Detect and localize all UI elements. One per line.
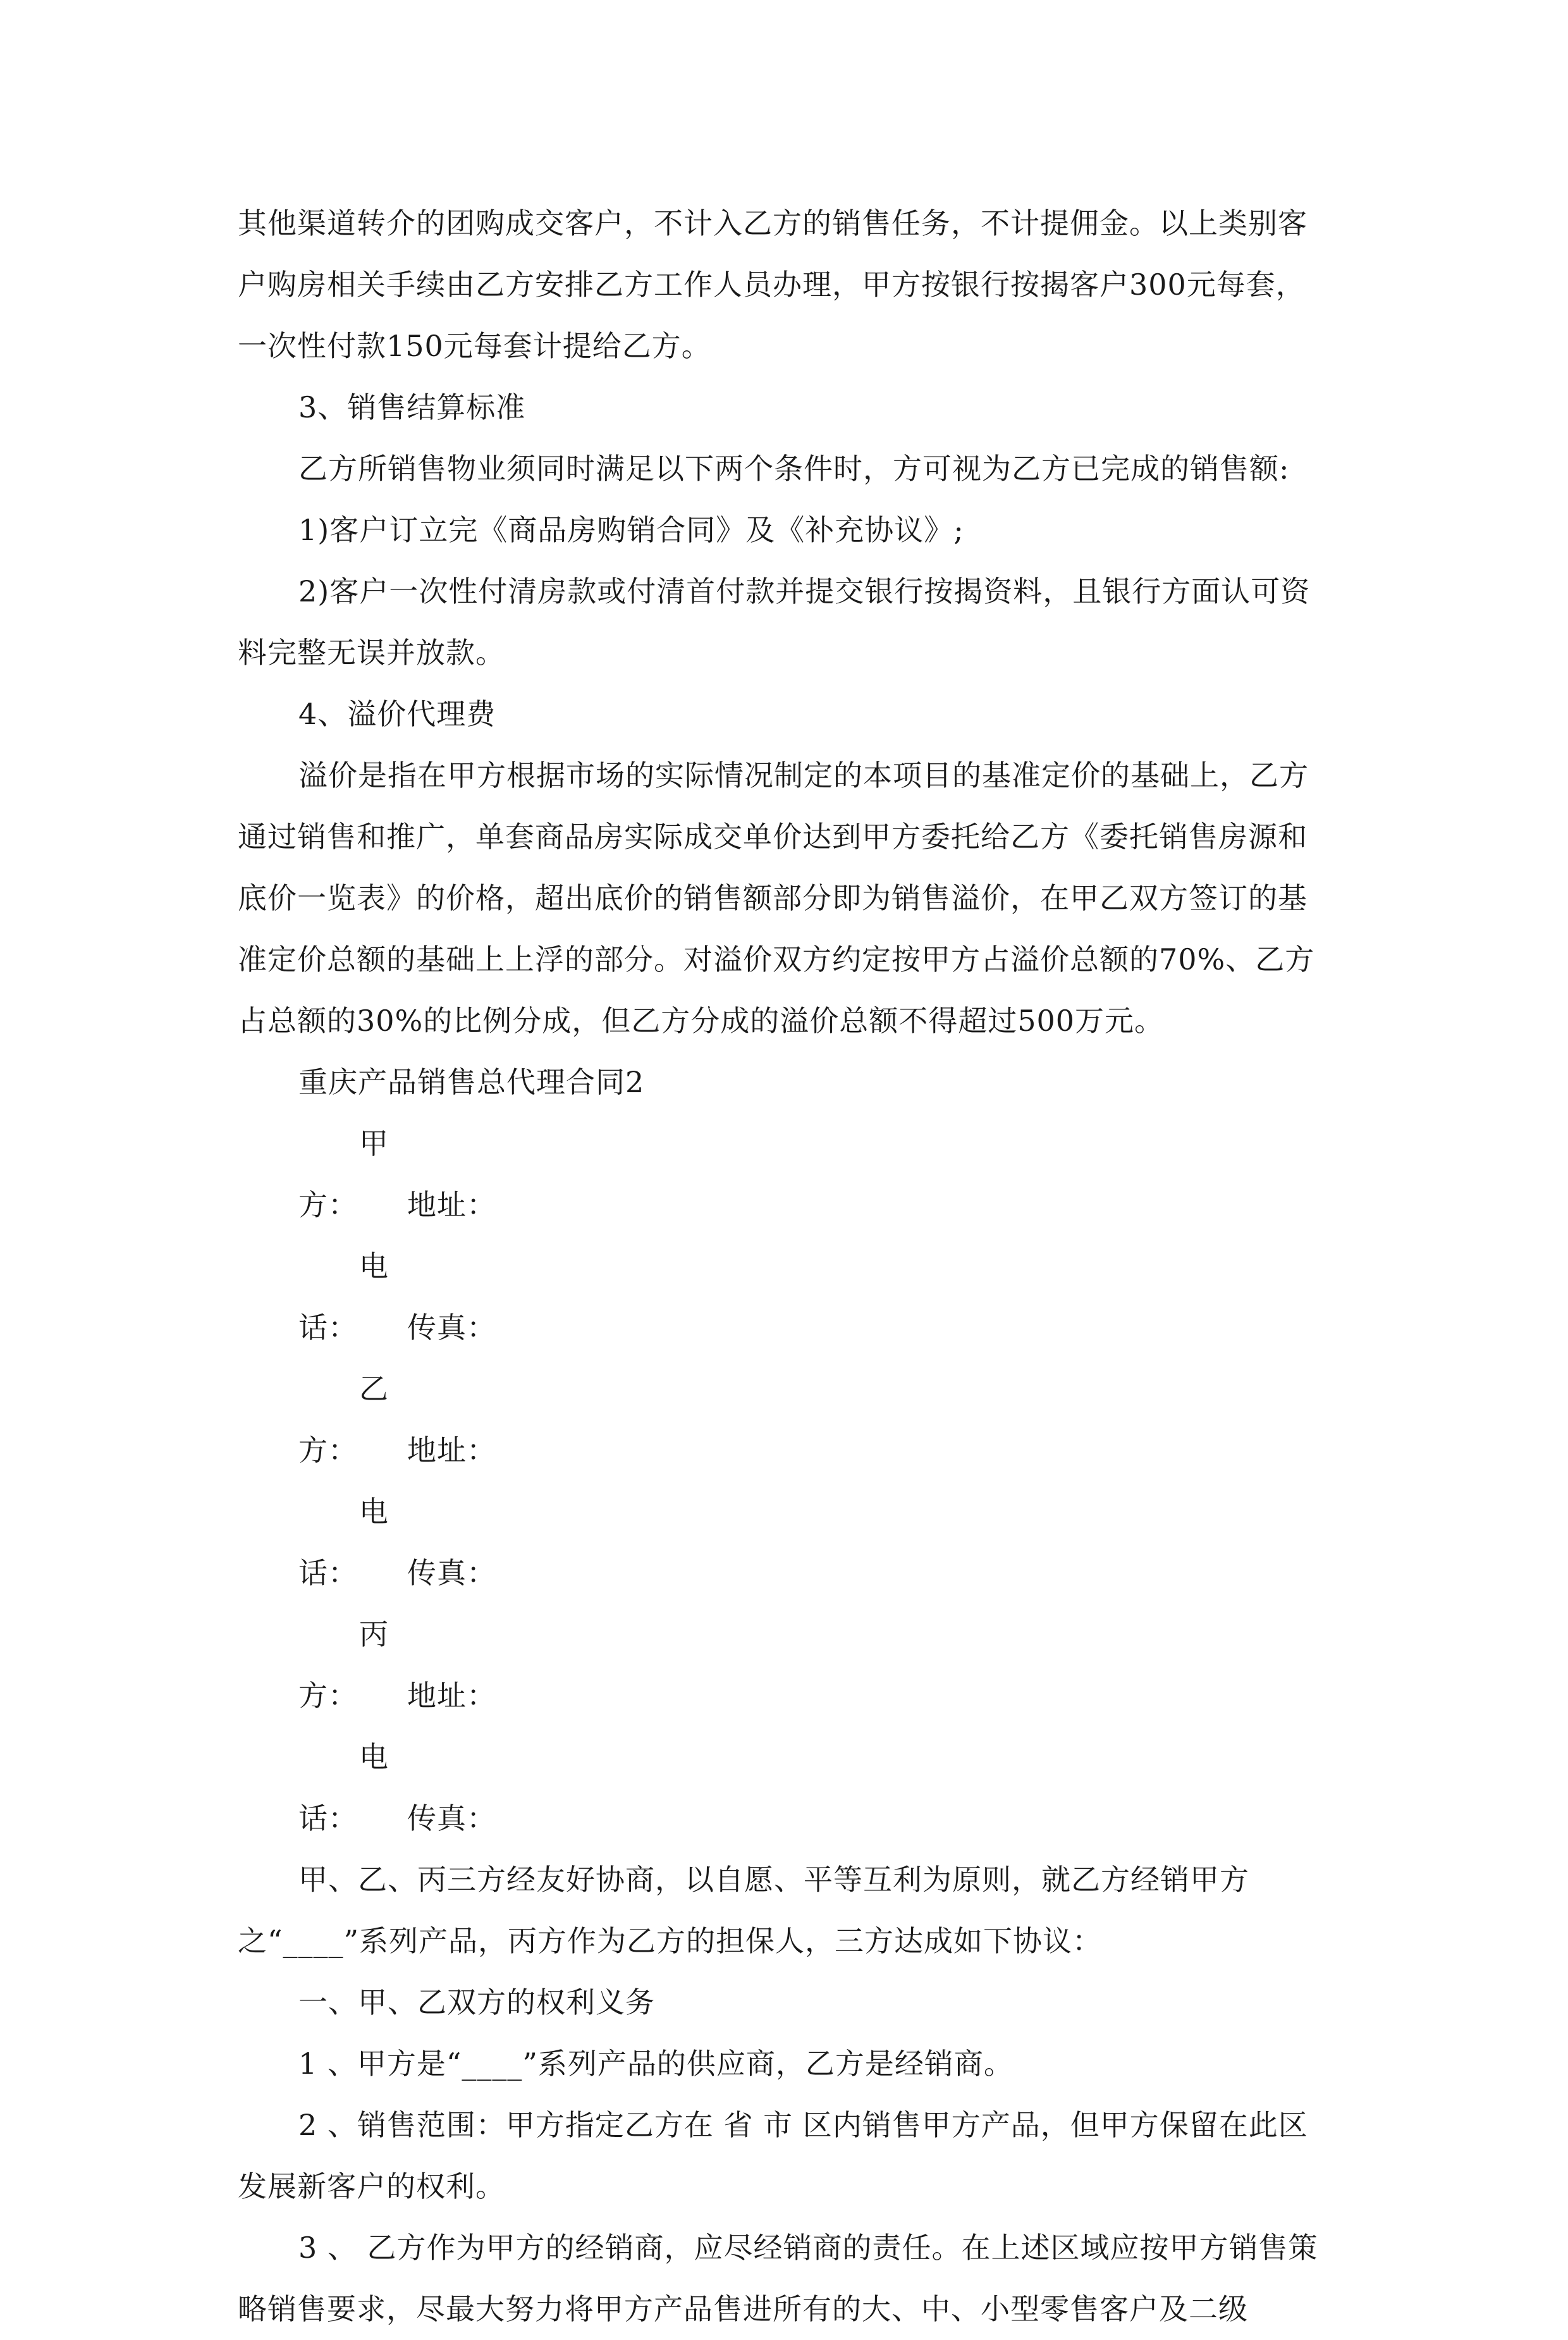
party-field: 地址：: [407, 1188, 496, 1222]
party-line: [238, 1358, 1330, 1481]
party-field: 传真：: [407, 1801, 496, 1835]
party-field: 传真：: [407, 1310, 496, 1345]
document-body: [238, 193, 1330, 2340]
paragraph-group-purchase: 其他渠道转介的团购成交客户，不计入乙方的销售任务，不计提佣金。以上类别客户购房相关手续由乙方安排乙方工作人员办理，甲方按银行按揭客户300元每套，一次性付款150元每套计提给乙方。: [238, 206, 1308, 363]
party-label: 丙方：: [298, 1617, 389, 1713]
party-label: 乙方：: [298, 1372, 389, 1467]
condition-item-2: 2)客户一次性付清房款或付清首付款并提交银行按揭资料，且银行方面认可资料完整无误并放款。: [238, 574, 1311, 670]
heading-settlement-standard: 3、销售结算标准: [298, 390, 526, 424]
paragraph-premium-definition: 溢价是指在甲方根据市场的实际情况制定的本项目的基准定价的基础上，乙方通过销售和推广，单套商品房实际成交单价达到甲方委托给乙方《委托销售房源和底价一览表》的价格，超出底价的销售额部分即为销售溢价，在甲乙双方签订的基准定价总额的基础上上浮的部分。对溢价双方约定按甲方占溢价总额的70%、乙方占总额的30%的比例分成，但乙方分成的溢价总额不得超过500万元。: [238, 758, 1315, 1038]
party-label: 甲方：: [298, 1126, 389, 1222]
party-line: [238, 1727, 1330, 1849]
party-line: [238, 1604, 1330, 1727]
clause-2: 2 、销售范围：甲方指定乙方在 省 市 区内销售甲方产品，但甲方保留在此区发展新客户的权利。: [238, 2108, 1308, 2203]
heading-rights-obligations: 一、甲、乙双方的权利义务: [298, 1985, 655, 2019]
party-line: [238, 1113, 1330, 1236]
party-field: 地址：: [407, 1433, 496, 1467]
clause-3: 3 、 乙方作为甲方的经销商，应尽经销商的责任。在上述区域应按甲方销售策略销售要求，尽最大努力将甲方产品售进所有的大、中、小型零售客户及二级: [238, 2231, 1318, 2326]
party-label: 电话：: [298, 1494, 389, 1590]
contract-title: 重庆产品销售总代理合同2: [298, 1065, 645, 1099]
party-label: 电话：: [298, 1740, 389, 1835]
party-field: 地址：: [407, 1678, 496, 1713]
paragraph-agreement-intro: 甲、乙、丙三方经友好协商，以自愿、平等互利为原则，就乙方经销甲方之“____”系列产品，丙方作为乙方的担保人，三方达成如下协议：: [238, 1863, 1249, 1958]
party-line: [238, 1236, 1330, 1358]
party-field: 传真：: [407, 1556, 496, 1590]
party-label: 电话：: [298, 1249, 389, 1345]
condition-item-1: 1)客户订立完《商品房购销合同》及《补充协议》;: [298, 513, 964, 547]
paragraph-settlement-conditions: 乙方所销售物业须同时满足以下两个条件时，方可视为乙方已完成的销售额:: [298, 452, 1290, 486]
party-line: [238, 1481, 1330, 1604]
clause-1: 1 、甲方是“____”系列产品的供应商，乙方是经销商。: [298, 2047, 1014, 2081]
heading-premium-fee: 4、溢价代理费: [298, 697, 496, 731]
